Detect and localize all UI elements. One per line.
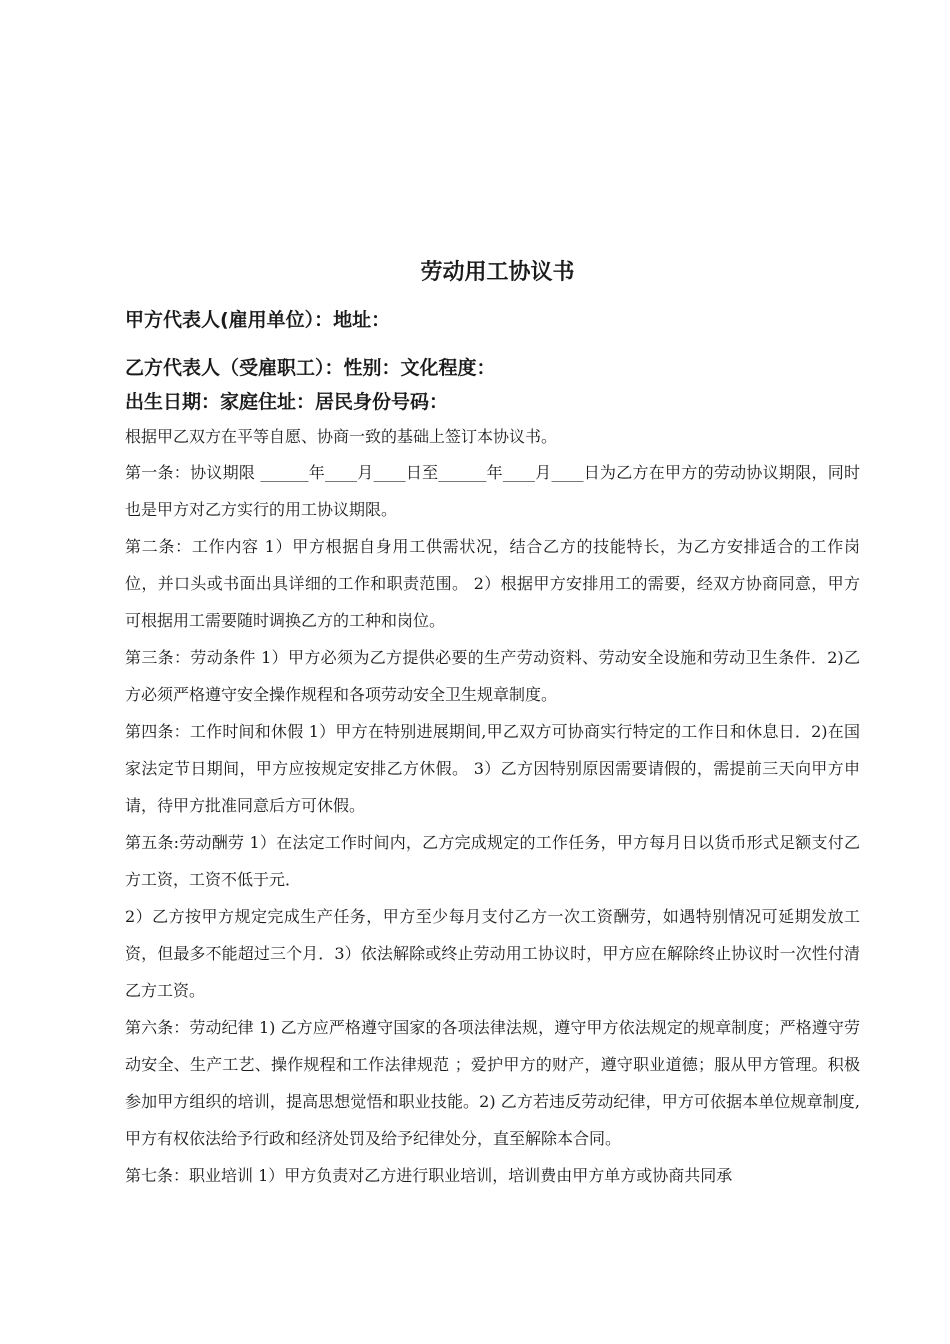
paragraph-article-5-cont: 2）乙方按甲方规定完成生产任务，甲方至少每月支付乙方一次工资酬劳，如遇特别情况可延期发放工资，但最多不能超过三个月．3）依法解除或终止劳动用工协议时，甲方应在解除终止协议时一次性付清乙方工资。 bbox=[125, 907, 860, 1000]
paragraph-article-6: 第六条：劳动纪律 1) 乙方应严格遵守国家的各项法律法规，遵守甲方依法规定的规章制度；严格遵守劳动安全、生产工艺、操作规程和工作法律规范 ；爱护甲方的财产，遵守职业道德；服从甲方管理。积极参加甲方组织的培训，提高思想觉悟和职业技能。2) 乙方若违反劳动纪律，甲方可依据本单位规章制度,甲方有权依法给予行政和经济处罚及给予纪律处分，直至解除本合同。 bbox=[125, 1018, 860, 1148]
paragraph-intro: 根据甲乙双方在平等自愿、协商一致的基础上签订本协议书。 bbox=[125, 427, 558, 446]
party-a-line: 甲方代表人(雇用单位）：地址： bbox=[125, 309, 391, 331]
party-b-details: 出生日期：家庭住址：居民身份号码： bbox=[125, 391, 449, 413]
paragraph-article-2: 第二条：工作内容 1）甲方根据自身用工供需状况，结合乙方的技能特长，为乙方安排适合的工作岗位，并口头或书面出具详细的工作和职责范围。 2）根据甲方安排用工的需要，经双方协商同意，甲方可根据用工需要随时调换乙方的工种和岗位。 bbox=[125, 537, 860, 630]
paragraph-article-3: 第三条：劳动条件 1）甲方必须为乙方提供必要的生产劳动资料、劳动安全设施和劳动卫生条件．2)乙方必须严格遵守安全操作规程和各项劳动安全卫生规章制度。 bbox=[125, 648, 860, 704]
paragraph-article-7: 第七条：职业培训 1）甲方负责对乙方进行职业培训，培训费由甲方单方或协商共同承 bbox=[125, 1166, 733, 1185]
paragraph-article-1: 第一条：协议期限 ______年____月____日至______年____月____日为乙方在甲方的劳动协议期限，同时也是甲方对乙方实行的用工协议期限。 bbox=[125, 463, 860, 519]
party-b-line: 乙方代表人（受雇职工）：性别：文化程度： bbox=[125, 357, 496, 379]
paragraph-article-4: 第四条：工作时间和休假 1）甲方在特别进展期间,甲乙双方可协商实行特定的工作日和休息日．2)在国家法定节日期间，甲方应按规定安排乙方休假。 3）乙方因特别原因需要请假的，需提前三天向甲方申请，待甲方批准同意后方可休假。 bbox=[125, 722, 860, 815]
paragraph-article-5: 第五条:劳动酬劳 1）在法定工作时间内，乙方完成规定的工作任务，甲方每月日以货币形式足额支付乙方工资，工资不低于元． bbox=[125, 833, 860, 889]
document-title: 劳动用工协议书 bbox=[420, 260, 575, 285]
